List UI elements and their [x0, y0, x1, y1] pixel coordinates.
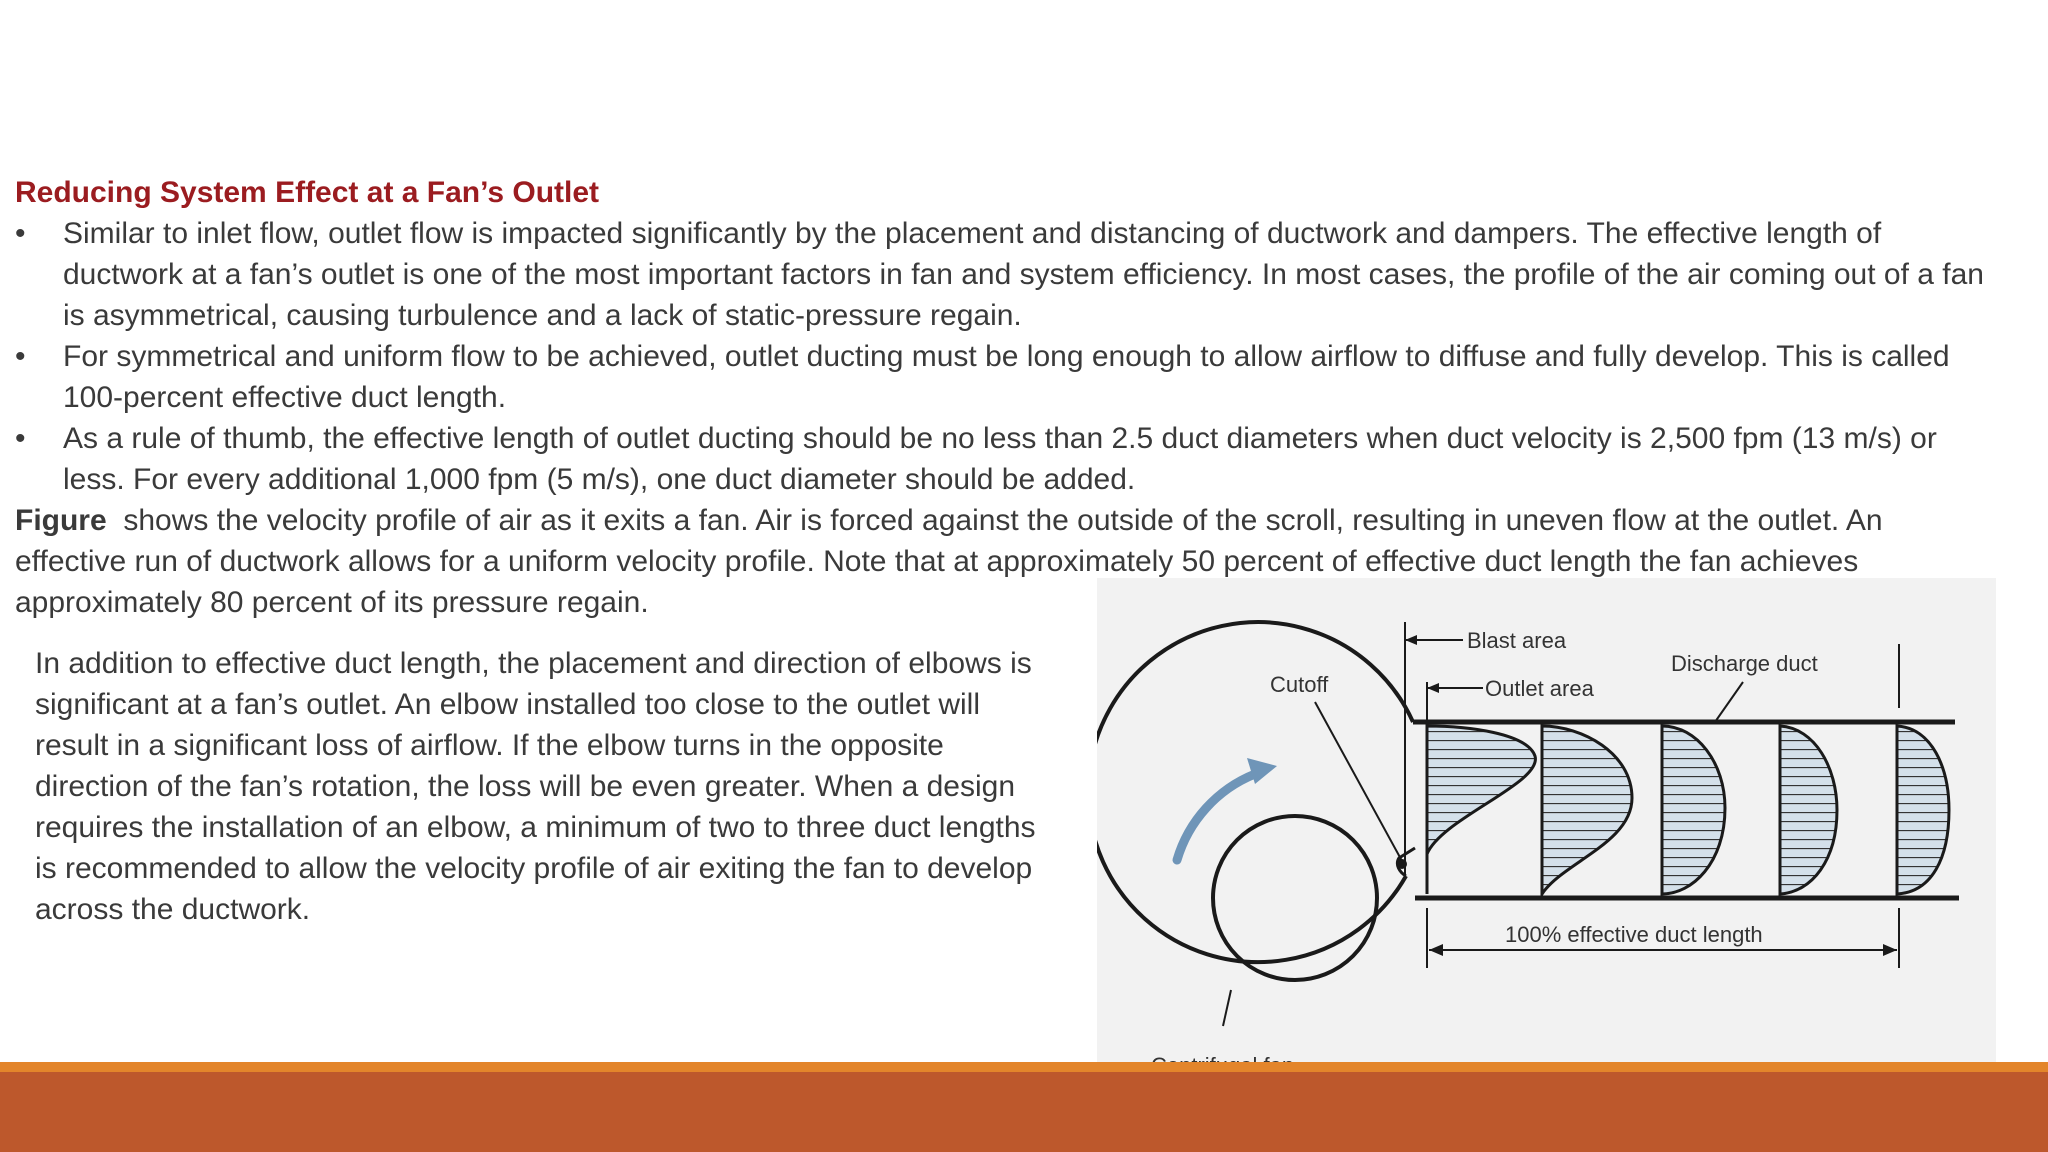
slide-content: [15, 172, 2005, 623]
rotation-arrow-icon: [1177, 774, 1255, 860]
elbow-paragraph: In addition to effective duct length, the placement and direction of elbows is significant at a fan’s outlet. An elbow installed too close to the outlet will result in a significant loss of airflow. If the elbow turns in the opposite direction of the fan’s rotation, the loss will be even greater. When a design requires the installation of an elbow, a minimum of two to three duct lengths is recommended to allow the velocity profile of air exiting the fan to develop across the ductwork.: [35, 647, 1036, 926]
bullet-item: [15, 336, 2005, 418]
figure-description-text: shows the velocity profile of air as it exits a fan. Air is forced against the outside of the scroll, resulting in uneven flow at the outlet. An effective run of ductwork allows for a uniform velocity profile. Note that at approximately 50 percent of effective duct length the fan achieves approximately 80 percent of its pressure regain.: [15, 504, 1891, 619]
velocity-profile-5: [1897, 726, 1949, 894]
bullet-text: For symmetrical and uniform flow to be achieved, outlet ducting must be long enough to allow airflow to diffuse and fully develop. This is called 100-percent effective duct length.: [63, 340, 1950, 414]
dimension-arrowhead-right-icon: [1883, 944, 1897, 956]
velocity-profile-2: [1542, 726, 1632, 894]
cutoff-label: Cutoff: [1270, 672, 1329, 697]
bullet-list: [15, 213, 2005, 500]
cutoff-leader: [1315, 702, 1402, 861]
footer-accent-line: [0, 1062, 2048, 1072]
velocity-profile-4: [1780, 726, 1837, 894]
blast-area-label: Blast area: [1467, 628, 1567, 653]
bullet-text: Similar to inlet flow, outlet flow is impacted significantly by the placement and distancing of ductwork and dampers. The effective length of ductwork at a fan’s outlet is one of the most important factors in fan and system efficiency. In most cases, the profile of the air coming out of a fan is asymmetrical, causing turbulence and a lack of static-pressure regain.: [63, 217, 1984, 332]
footer-bar: [0, 1072, 2048, 1152]
bullet-item: [15, 418, 2005, 500]
slide-title: Reducing System Effect at a Fan’s Outlet: [15, 176, 600, 209]
fan-impeller: [1213, 816, 1377, 980]
discharge-duct-label: Discharge duct: [1671, 651, 1818, 676]
fan-scroll: [1097, 622, 1413, 962]
outlet-area-label: Outlet area: [1485, 676, 1594, 701]
figure-reference: Figure: [15, 504, 107, 537]
discharge-duct-leader: [1715, 682, 1743, 722]
velocity-profile-3: [1662, 726, 1725, 894]
velocity-profile-illustration: [1097, 578, 1996, 1104]
bullet-item: [15, 213, 2005, 336]
outlet-area-arrowhead-icon: [1427, 683, 1439, 693]
blast-area-arrowhead-icon: [1405, 635, 1417, 645]
centrifugal-fan-leader: [1223, 990, 1231, 1026]
dimension-arrowhead-left-icon: [1429, 944, 1443, 956]
bullet-text: As a rule of thumb, the effective length of outlet ducting should be no less than 2.5 duct diameters when duct velocity is 2,500 fpm (13 m/s) or less. For every additional 1,000 fpm (5 m/s), one duct diameter should be added.: [63, 422, 1937, 496]
bullet-marker: •: [15, 340, 26, 373]
effective-length-label: 100% effective duct length: [1505, 922, 1763, 947]
velocity-profile-1: [1427, 726, 1535, 894]
fan-outlet-diagram: [1097, 578, 1996, 1104]
bullet-marker: •: [15, 217, 26, 250]
bullet-marker: •: [15, 422, 26, 455]
